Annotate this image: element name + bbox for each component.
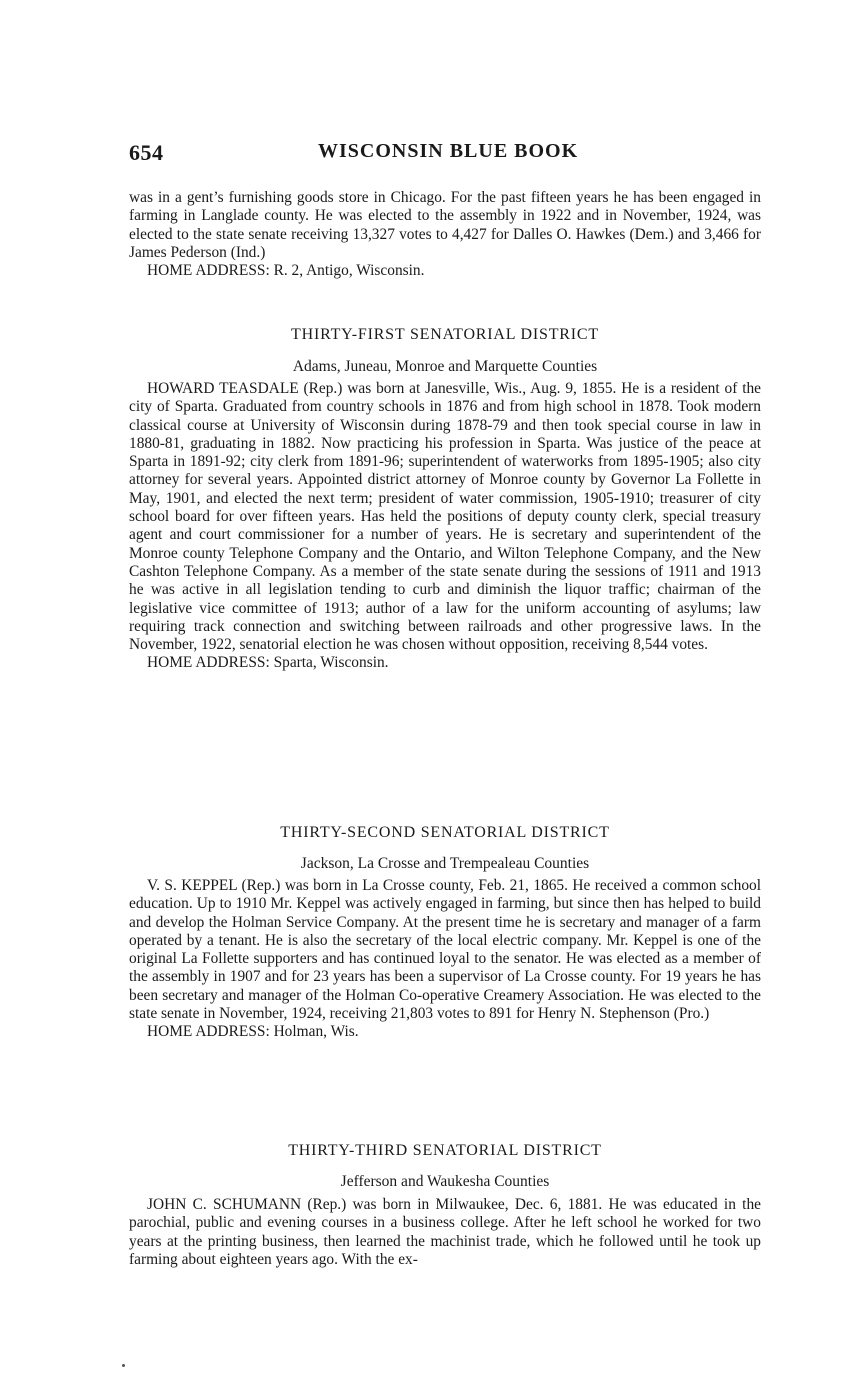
biography-paragraph: JOHN C. SCHUMANN (Rep.) was born in Milwaukee, Dec. 6, 1881. He was educated in the parochial, public and evening courses in a business college. After he left school he worked for two years at the printing business, then learned the machinist trade, which he followed until he took up farming about eighteen years ago. With the ex- — [129, 1196, 761, 1268]
district-counties: Jefferson and Waukesha Counties — [340, 1173, 550, 1190]
biography-keppel — [129, 877, 761, 1042]
biography-schumann — [129, 1196, 761, 1269]
home-address: HOME ADDRESS: Sparta, Wisconsin. — [147, 654, 389, 672]
continued-biography — [129, 189, 761, 280]
biography-paragraph: was in a gent’s furnishing goods store in Chicago. For the past fifteen years he has been engaged in farming in Langlade county. He was elected to the assembly in 1922 and in November, 1924, was elected to the state senate receiving 13,327 votes to 4,427 for Dalles O. Hawkes (Dem.) and 3,466 for James Pederson (Ind.) — [129, 189, 761, 261]
district-heading: THIRTY-THIRD SENATORIAL DISTRICT — [288, 1142, 602, 1159]
running-head-title: WISCONSIN BLUE BOOK — [318, 140, 579, 162]
home-address: HOME ADDRESS: R. 2, Antigo, Wisconsin. — [147, 262, 425, 280]
page-number: 654 — [129, 140, 164, 165]
biography-paragraph: V. S. KEPPEL (Rep.) was born in La Crosse county, Feb. 21, 1865. He received a common school education. Up to 1910 Mr. Keppel was actively engaged in farming, but since then has helped to build and develop the Holman Service Company. At the present time he is secretary and manager of a farm operated by a tenant. He is also the secretary of the local electric company. Mr. Keppel is one of the original La Follette supporters and has continued loyal to the senator. He was elected as a member of the assembly in 1907 and for 23 years has been a supervisor of La Crosse county. For 19 years he has been secretary and manager of the Holman Co-operative Creamery Association. He was elected to the state senate in November, 1924, receiving 21,803 votes to 891 for Henry N. Stephenson (Pro.) — [129, 877, 761, 1023]
district-heading: THIRTY-SECOND SENATORIAL DISTRICT — [280, 824, 610, 841]
biography-paragraph: HOWARD TEASDALE (Rep.) was born at Janesville, Wis., Aug. 9, 1855. He is a resident of the city of Sparta. Graduated from country schools in 1876 and from high school in 1878. Took modern classical course at University of Wisconsin during 1878-79 and then took special course in law in 1880-81, graduating in 1882. Now practicing his profession in Sparta. Was justice of the peace at Sparta in 1891-92; city clerk from 1891-96; superintendent of waterworks from 1895-1905; also city attorney for several years. Appointed district attorney of Monroe county by Governor La Follette in May, 1901, and elected the next term; president of water commission, 1905-1910; treasurer of city school board for over fifteen years. Has held the positions of deputy county clerk, special treasury agent and court commissioner for a number of years. He is secretary and superintendent of the Monroe county Telephone Company and the Ontario, and Wilton Telephone Company, and the New Cashton Telephone Company. As a member of the state senate during the sessions of 1911 and 1913 he was active in all legislation tending to curb and diminish the liquor traffic; chairman of the legislative vice committee of 1913; author of a law for the uniform accounting of asylums; law requiring track connection and switching between railroads and other progressive laws. In the November, 1922, senatorial election he was chosen without opposition, receiving 8,544 votes. — [129, 380, 761, 654]
district-counties: Jackson, La Crosse and Trempealeau Counties — [300, 855, 590, 872]
district-heading: THIRTY-FIRST SENATORIAL DISTRICT — [291, 326, 599, 343]
home-address: HOME ADDRESS: Holman, Wis. — [147, 1023, 359, 1041]
biography-teasdale — [129, 380, 761, 673]
district-counties: Adams, Juneau, Monroe and Marquette Counties — [292, 358, 598, 375]
scan-speck — [122, 1364, 125, 1367]
